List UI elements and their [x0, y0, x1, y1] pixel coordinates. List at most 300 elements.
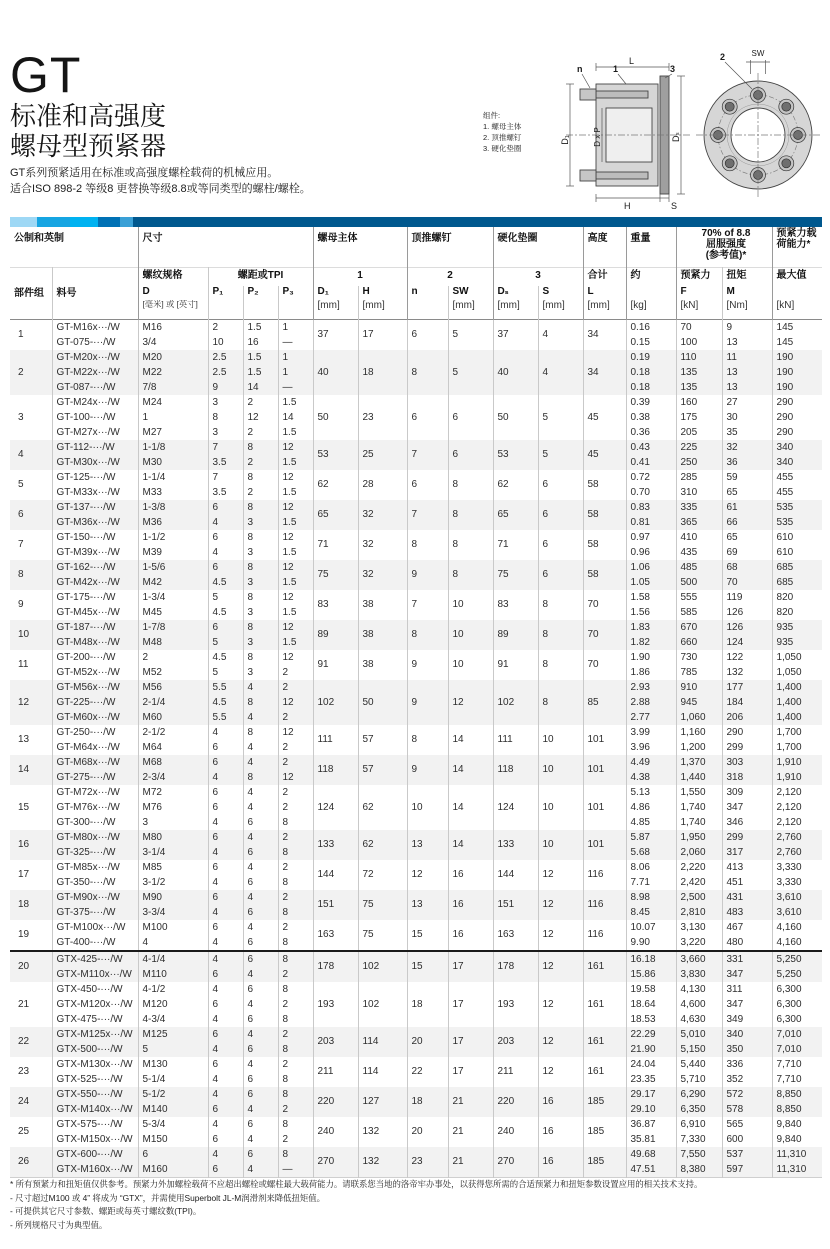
- cell-d: 5-1/4: [138, 1072, 208, 1087]
- label-S: S: [671, 201, 678, 211]
- cell-d1: 211: [313, 1057, 358, 1087]
- cell-p2: 3: [243, 665, 278, 680]
- cell-max: 340: [772, 440, 822, 455]
- cell-max: 3,610: [772, 890, 822, 905]
- cell-group-no: 9: [18, 599, 24, 611]
- cell-l: 58: [583, 470, 626, 500]
- cell-d: M16: [138, 320, 208, 336]
- cell-p1: 6: [208, 890, 243, 905]
- cell-l: 58: [583, 560, 626, 590]
- label-3: 3: [670, 64, 676, 74]
- cell-p3: 2: [278, 967, 313, 982]
- cell-p3: 2: [278, 785, 313, 800]
- cell-p1: 3.5: [208, 455, 243, 470]
- unit-spacer: [243, 300, 278, 320]
- cell-kg: 8.06: [626, 860, 676, 875]
- cell-part: GT-137-···/W: [52, 500, 138, 515]
- cell-sw: 14: [448, 725, 493, 755]
- cell-p2: 6: [243, 1042, 278, 1057]
- cell-p2: 6: [243, 1147, 278, 1162]
- cell-p1: 4: [208, 1087, 243, 1102]
- cell-p3: 2: [278, 1132, 313, 1147]
- cell-n: 7: [407, 590, 448, 620]
- cell-part: GT-075-···/W: [52, 335, 138, 350]
- cell-p1: 8: [208, 410, 243, 425]
- col-total: 合计: [583, 268, 626, 287]
- cell-p1: 4: [208, 1012, 243, 1027]
- cell-part: GT-M36x···/W: [52, 515, 138, 530]
- cell-m: 467: [722, 920, 772, 935]
- col-preload: 预紧力: [676, 268, 722, 287]
- cell-m: 30: [722, 410, 772, 425]
- cell-d: 3-1/4: [138, 845, 208, 860]
- cell-group-no: 7: [18, 539, 24, 551]
- cell-sw: 16: [448, 890, 493, 920]
- table-row: [10, 590, 822, 605]
- cell-group-no: 3: [18, 411, 24, 423]
- cell-d: M110: [138, 967, 208, 982]
- cell-max: 2,120: [772, 785, 822, 800]
- col-pitch-tpi: 螺距或TPI: [208, 268, 313, 287]
- cell-part: GT-M52x···/W: [52, 665, 138, 680]
- cell-sw: 14: [448, 785, 493, 830]
- cell-p2: 3: [243, 545, 278, 560]
- cell-d: M90: [138, 890, 208, 905]
- cell-s: 12: [538, 890, 583, 920]
- yield-line3: (参考值)*: [705, 250, 747, 261]
- cell-m: 13: [722, 365, 772, 380]
- cell-kg: 47.51: [626, 1162, 676, 1178]
- cell-max: 6,300: [772, 997, 822, 1012]
- cell-p1: 4: [208, 1147, 243, 1162]
- subtitle-line1: 标准和高强度: [10, 101, 167, 131]
- cell-f: 2,060: [676, 845, 722, 860]
- cell-p2: 8: [243, 725, 278, 740]
- ref-1: 1: [313, 268, 407, 287]
- cell-kg: 4.49: [626, 755, 676, 770]
- cell-ds: 40: [493, 350, 538, 395]
- cell-d: M56: [138, 680, 208, 695]
- cell-n: 9: [407, 650, 448, 680]
- cell-p3: 2: [278, 1027, 313, 1042]
- unit-spacer: [10, 300, 52, 320]
- col-part-no: 料号: [52, 268, 138, 301]
- cell-h: 18: [358, 350, 407, 395]
- cell-p2: 4: [243, 920, 278, 935]
- cell-p1: 6: [208, 997, 243, 1012]
- cell-p2: 1.5: [243, 320, 278, 336]
- unit-spacer: [278, 300, 313, 320]
- table-row: [10, 680, 822, 695]
- table-header: [10, 227, 822, 320]
- cell-l: 161: [583, 951, 626, 982]
- cell-m: 318: [722, 770, 772, 785]
- cell-p2: 4: [243, 967, 278, 982]
- cell-p3: 1.5: [278, 425, 313, 440]
- cell-f: 205: [676, 425, 722, 440]
- cell-group-no: 22: [10, 1027, 52, 1057]
- cell-p2: 4: [243, 800, 278, 815]
- cell-s: 6: [538, 560, 583, 590]
- cell-m: 65: [722, 530, 772, 545]
- cell-f: 5,710: [676, 1072, 722, 1087]
- cell-h: 75: [358, 920, 407, 951]
- cell-n: 6: [407, 470, 448, 500]
- cell-p3: 2: [278, 1102, 313, 1117]
- cell-group-no: 24: [10, 1087, 52, 1117]
- cell-d: 4-1/2: [138, 982, 208, 997]
- cell-part: GTX-M150x···/W: [52, 1132, 138, 1147]
- cell-p2: 2: [243, 455, 278, 470]
- cell-kg: 1.05: [626, 575, 676, 590]
- cell-p2: 8: [243, 530, 278, 545]
- cell-p3: 12: [278, 440, 313, 455]
- cell-kg: 0.72: [626, 470, 676, 485]
- cell-max: 7,710: [772, 1057, 822, 1072]
- cell-p2: 8: [243, 500, 278, 515]
- accent-bar-segment: [70, 217, 98, 227]
- cell-max: 2,760: [772, 830, 822, 845]
- cell-max: 3,330: [772, 875, 822, 890]
- cell-d1: 220: [313, 1087, 358, 1117]
- cell-d: 1-3/8: [138, 500, 208, 515]
- cell-p2: 4: [243, 1162, 278, 1178]
- cell-l: 45: [583, 440, 626, 470]
- cell-kg: 29.10: [626, 1102, 676, 1117]
- cell-p1: 4: [208, 815, 243, 830]
- cell-max: 5,250: [772, 951, 822, 967]
- cell-p2: 4: [243, 1132, 278, 1147]
- cell-d: M130: [138, 1057, 208, 1072]
- label-H: H: [624, 201, 631, 211]
- unit-D: [毫米] 或 [英寸]: [138, 300, 208, 320]
- table-row: [10, 470, 822, 485]
- cell-d1: 65: [313, 500, 358, 530]
- cell-f: 4,130: [676, 982, 722, 997]
- cell-part: GT-300-···/W: [52, 815, 138, 830]
- cell-m: 309: [722, 785, 772, 800]
- cell-p3: 8: [278, 1012, 313, 1027]
- page-subtitle: [10, 101, 166, 161]
- col-thread-spec: 螺纹规格: [138, 268, 208, 287]
- cell-p3: 2: [278, 920, 313, 935]
- cell-sw: 21: [448, 1087, 493, 1117]
- cell-p3: 8: [278, 1087, 313, 1102]
- cell-d: 3-1/2: [138, 875, 208, 890]
- cell-l: 161: [583, 1027, 626, 1057]
- cell-kg: 3.96: [626, 740, 676, 755]
- cell-sw: 8: [448, 530, 493, 560]
- table-row: [10, 320, 822, 336]
- cell-part: GT-M16x···/W: [52, 320, 138, 336]
- cell-p1: 6: [208, 967, 243, 982]
- cell-f: 2,500: [676, 890, 722, 905]
- cell-p3: 2: [278, 680, 313, 695]
- cell-h: 38: [358, 650, 407, 680]
- cell-m: 413: [722, 860, 772, 875]
- accent-bar: [10, 217, 822, 227]
- cell-ds: 124: [493, 785, 538, 830]
- cell-m: 311: [722, 982, 772, 997]
- cell-l: 161: [583, 982, 626, 1027]
- cell-n: 8: [407, 530, 448, 560]
- cell-m: 290: [722, 725, 772, 740]
- cell-ds: 71: [493, 530, 538, 560]
- cell-f: 1,550: [676, 785, 722, 800]
- cell-max: 190: [772, 365, 822, 380]
- cell-f: 1,060: [676, 710, 722, 725]
- cell-p2: 3: [243, 515, 278, 530]
- cell-n: 7: [407, 500, 448, 530]
- cell-max: 935: [772, 635, 822, 650]
- cell-sw: 10: [448, 620, 493, 650]
- cell-d1: 151: [313, 890, 358, 920]
- cell-part: GT-M100x···/W: [52, 920, 138, 935]
- cell-ds: 37: [493, 320, 538, 351]
- label-L: L: [629, 56, 635, 66]
- table-row: [10, 951, 822, 967]
- cell-kg: 1.56: [626, 605, 676, 620]
- components-legend: [483, 110, 521, 154]
- cell-p2: 2: [243, 425, 278, 440]
- cell-f: 730: [676, 650, 722, 665]
- cell-p3: 2: [278, 800, 313, 815]
- cell-f: 335: [676, 500, 722, 515]
- cell-ds: 270: [493, 1147, 538, 1178]
- cell-p2: 4: [243, 740, 278, 755]
- cell-part: GTX-425-···/W: [52, 951, 138, 967]
- cell-m: 483: [722, 905, 772, 920]
- ref-3: 3: [493, 268, 583, 287]
- cell-n: 13: [407, 830, 448, 860]
- cell-max: 1,050: [772, 665, 822, 680]
- cell-p1: 4: [208, 725, 243, 740]
- cell-part: GT-M42x···/W: [52, 575, 138, 590]
- cell-f: 1,440: [676, 770, 722, 785]
- cell-part: GT-400-···/W: [52, 935, 138, 951]
- cell-max: 11,310: [772, 1162, 822, 1178]
- cell-p1: 6: [208, 755, 243, 770]
- cell-m: 480: [722, 935, 772, 951]
- legend-item-1: 1. 螺母主体: [483, 122, 522, 131]
- cell-max: 7,710: [772, 1072, 822, 1087]
- cell-p3: 1.5: [278, 605, 313, 620]
- cell-m: 347: [722, 800, 772, 815]
- cell-p1: 6: [208, 740, 243, 755]
- cell-p1: 6: [208, 620, 243, 635]
- cell-p1: 4: [208, 982, 243, 997]
- cell-d1: 50: [313, 395, 358, 440]
- cell-group-no: 6: [10, 500, 52, 530]
- cell-s: 16: [538, 1087, 583, 1117]
- unit-F: [kN]: [676, 300, 722, 320]
- cell-group-no: 23: [18, 1066, 30, 1078]
- cell-sw: 17: [448, 951, 493, 982]
- cell-m: 451: [722, 875, 772, 890]
- cell-p2: 8: [243, 470, 278, 485]
- cell-kg: 4.86: [626, 800, 676, 815]
- col-L: L: [583, 286, 626, 300]
- cell-p1: 4.5: [208, 575, 243, 590]
- col-D1: D₁: [313, 286, 358, 300]
- cell-f: 110: [676, 350, 722, 365]
- cell-d: 2: [138, 650, 208, 665]
- unit-SW: [mm]: [448, 300, 493, 320]
- cell-d1: 62: [313, 470, 358, 500]
- cell-max: 6,300: [772, 1012, 822, 1027]
- cell-p1: 7: [208, 440, 243, 455]
- cell-n: 9: [407, 755, 448, 785]
- cell-p2: 4: [243, 997, 278, 1012]
- cell-f: 1,950: [676, 830, 722, 845]
- cell-max: 610: [772, 530, 822, 545]
- cell-kg: 0.70: [626, 485, 676, 500]
- cell-h: 132: [358, 1117, 407, 1147]
- cell-p1: 5.5: [208, 680, 243, 695]
- cell-m: 119: [722, 590, 772, 605]
- cell-p3: 8: [278, 951, 313, 967]
- colgroup-metric-inch: 公制和英制: [14, 233, 64, 244]
- cell-kg: 0.15: [626, 335, 676, 350]
- cell-p1: 6: [208, 830, 243, 845]
- cell-p1: 4: [208, 1072, 243, 1087]
- table-row: [10, 755, 822, 770]
- table-row: [10, 560, 822, 575]
- cell-p1: 6: [208, 1162, 243, 1178]
- cell-kg: 7.71: [626, 875, 676, 890]
- cell-p3: —: [278, 335, 313, 350]
- cell-h: 32: [358, 560, 407, 590]
- cell-max: 535: [772, 515, 822, 530]
- cell-max: 9,840: [772, 1117, 822, 1132]
- cell-part: GT-M60x···/W: [52, 710, 138, 725]
- cell-part: GTX-M120x···/W: [52, 997, 138, 1012]
- cell-kg: 1.83: [626, 620, 676, 635]
- cell-m: 59: [722, 470, 772, 485]
- cell-kg: 1.58: [626, 590, 676, 605]
- cell-part: GT-187-···/W: [52, 620, 138, 635]
- table-row: [10, 890, 822, 905]
- cell-p1: 5: [208, 590, 243, 605]
- cell-p2: 4: [243, 860, 278, 875]
- cell-d: 1-1/2: [138, 530, 208, 545]
- cell-part: GT-M90x···/W: [52, 890, 138, 905]
- cell-p3: 2: [278, 860, 313, 875]
- cell-ds: 53: [493, 440, 538, 470]
- cell-m: 347: [722, 967, 772, 982]
- cell-p3: 1.5: [278, 635, 313, 650]
- cell-f: 135: [676, 380, 722, 395]
- cell-n: 9: [407, 560, 448, 590]
- cell-l: 101: [583, 725, 626, 755]
- cell-kg: 3.99: [626, 725, 676, 740]
- cell-part: GTX-450-···/W: [52, 982, 138, 997]
- cell-p3: 12: [278, 695, 313, 710]
- cell-p2: 8: [243, 560, 278, 575]
- cell-s: 10: [538, 830, 583, 860]
- cell-d1: 71: [313, 530, 358, 560]
- cell-kg: 1.86: [626, 665, 676, 680]
- cell-group-no: 1: [18, 329, 24, 341]
- cell-f: 555: [676, 590, 722, 605]
- cell-ds: 89: [493, 620, 538, 650]
- cell-p1: 4.5: [208, 605, 243, 620]
- cell-kg: 1.06: [626, 560, 676, 575]
- cell-f: 100: [676, 335, 722, 350]
- cell-kg: 4.85: [626, 815, 676, 830]
- cell-part: GT-175-···/W: [52, 590, 138, 605]
- cell-d: M24: [138, 395, 208, 410]
- cell-kg: 15.86: [626, 967, 676, 982]
- cell-p1: 4: [208, 545, 243, 560]
- cell-d: 1: [138, 410, 208, 425]
- cell-sw: 8: [448, 500, 493, 530]
- cell-h: 102: [358, 982, 407, 1027]
- cell-p3: 12: [278, 770, 313, 785]
- cell-s: 12: [538, 920, 583, 951]
- cell-part: GT-375-···/W: [52, 905, 138, 920]
- legend-item-3: 3. 硬化垫圈: [483, 144, 522, 153]
- col-max: 最大值: [772, 268, 822, 287]
- cell-p2: 8: [243, 695, 278, 710]
- colgroup-weight: 重量: [626, 227, 676, 268]
- cell-d: M140: [138, 1102, 208, 1117]
- cell-d1: 89: [313, 620, 358, 650]
- cell-p3: 12: [278, 560, 313, 575]
- cell-p1: 4: [208, 770, 243, 785]
- cell-max: 145: [772, 335, 822, 350]
- cell-f: 225: [676, 440, 722, 455]
- accent-bar-segment: [120, 217, 133, 227]
- cell-m: 184: [722, 695, 772, 710]
- col-n: n: [407, 286, 448, 300]
- cell-max: 1,400: [772, 695, 822, 710]
- cell-group-no: 16: [10, 830, 52, 860]
- cell-m: 11: [722, 350, 772, 365]
- cell-f: 1,740: [676, 815, 722, 830]
- table-row: [10, 830, 822, 845]
- cell-m: 13: [722, 335, 772, 350]
- ref-2: 2: [407, 268, 493, 287]
- cell-p2: 2: [243, 395, 278, 410]
- cell-kg: 5.68: [626, 845, 676, 860]
- cell-kg: 0.83: [626, 500, 676, 515]
- cell-max: 1,700: [772, 725, 822, 740]
- cell-p3: 8: [278, 905, 313, 920]
- cell-group-no: 15: [18, 801, 30, 813]
- col-F: F: [676, 286, 722, 300]
- cell-m: 346: [722, 815, 772, 830]
- cell-group-no: 4: [10, 440, 52, 470]
- cell-part: GT-M64x···/W: [52, 740, 138, 755]
- cell-s: 12: [538, 982, 583, 1027]
- cell-kg: 2.77: [626, 710, 676, 725]
- cell-d1: 240: [313, 1117, 358, 1147]
- cell-part: GTX-550-···/W: [52, 1087, 138, 1102]
- cell-p1: 6: [208, 1057, 243, 1072]
- cell-part: GTX-M140x···/W: [52, 1102, 138, 1117]
- col-P1: P₁: [208, 286, 243, 300]
- cell-m: 349: [722, 1012, 772, 1027]
- cell-kg: 2.88: [626, 695, 676, 710]
- cell-sw: 17: [448, 982, 493, 1027]
- cell-m: 597: [722, 1162, 772, 1178]
- cell-kg: 1.90: [626, 650, 676, 665]
- cell-ds: 178: [493, 951, 538, 982]
- colgroup-washer: 硬化垫圈: [493, 227, 583, 268]
- cell-part: GTX-M130x···/W: [52, 1057, 138, 1072]
- cell-part: GT-112-···/W: [52, 440, 138, 455]
